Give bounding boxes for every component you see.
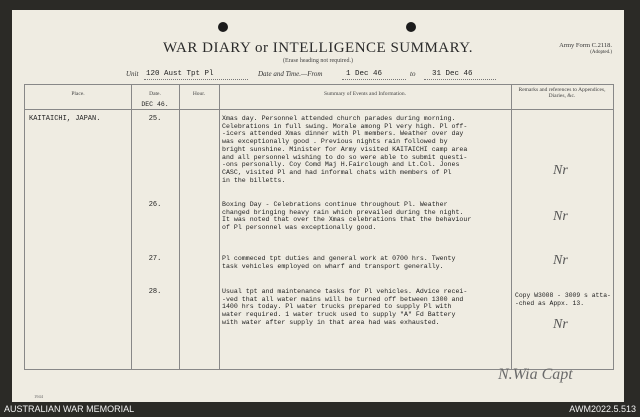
form-title: WAR DIARY or INTELLIGENCE SUMMARY. bbox=[163, 40, 473, 56]
entry-day: 26. bbox=[148, 201, 162, 209]
col-date: Date. bbox=[149, 91, 161, 97]
army-form-ref bbox=[559, 42, 612, 56]
entry-text: Xmas day. Personnel attended church parades during morning. Celebrations in full swing. Morale among Pl very high. Pl off- -icers attended Xmas dinner with Pl members. Weather over day was exceptionally good . Previous nights rain followed by bright sunshine. Minister for Army visited KAITAICHI camp area and all personnel wishing to do so were able to submit questi- -ons personally. Coy Comd Maj H.Fairclough and Lt.Col. Jones CASC, visited Pl and had informal chats with members of Pl in the billetts. bbox=[222, 115, 468, 184]
entry-initials: Nr bbox=[553, 209, 568, 224]
form-subtitle: (Erase heading not required.) bbox=[283, 58, 353, 64]
entry-remark: Copy W3008 - 3009 s atta- -ched as Appx. 13. bbox=[515, 292, 611, 307]
entry-day: 28. bbox=[148, 288, 162, 296]
col-hour: Hour. bbox=[192, 91, 206, 97]
entry-initials: Nr bbox=[553, 317, 568, 332]
punch-hole bbox=[218, 22, 228, 32]
unit-value: 120 Aust Tpt Pl bbox=[146, 70, 214, 78]
archive-reference: AWM2022.5.513 bbox=[569, 404, 636, 414]
unit-label: Unit bbox=[126, 70, 139, 78]
month-label: DEC 46. bbox=[141, 101, 169, 108]
diary-table bbox=[24, 84, 614, 370]
army-form-number: Army Form C.2118. bbox=[559, 42, 612, 49]
officer-signature: N.Wia Capt bbox=[498, 366, 573, 383]
archive-name: AUSTRALIAN WAR MEMORIAL bbox=[4, 404, 135, 414]
to-date: 31 Dec 46 bbox=[432, 70, 473, 78]
from-date: 1 Dec 46 bbox=[346, 70, 383, 78]
diary-meta bbox=[12, 70, 624, 84]
army-form-note: (Adopted.) bbox=[590, 50, 612, 55]
entry-text: Boxing Day - Celebrations continue throughout Pl. Weather changed bringing heavy rain which prevailed during the night. It was noted that over the Xmas celebrations that the behaviour of Pl personnel was exceptionally good. bbox=[222, 201, 472, 232]
entry-initials: Nr bbox=[553, 253, 568, 268]
archive-footer bbox=[4, 404, 636, 416]
entry-text: Pl commeced tpt duties and general work at 0700 hrs. Twenty task vehicles employed on wharf and transport generally. bbox=[222, 255, 456, 270]
entry-day: 25. bbox=[148, 115, 162, 123]
col-remarks: Remarks and references to Appendices, Diaries, &c. bbox=[518, 87, 606, 99]
col-place: Place. bbox=[71, 91, 85, 97]
place-cell: KAITAICHI, JAPAN. bbox=[29, 115, 101, 123]
col-summary: Summary of Events and Information. bbox=[323, 91, 407, 97]
entry-day: 27. bbox=[148, 255, 162, 263]
entry-initials: Nr bbox=[553, 163, 568, 178]
to-label: to bbox=[410, 70, 416, 78]
datetime-label: Date and Time.—From bbox=[258, 70, 323, 78]
entry-text: Usual tpt and maintenance tasks for Pl vehicles. Advice recei- -ved that all water mains will be turned off between 1300 and 1400 hrs today. Pl water trucks prepared to supply Pl with water required. 1 water truck used to supply "A" Fd Battery with water after supply in that area had was exhausted. bbox=[222, 288, 468, 326]
diary-sheet bbox=[12, 10, 624, 402]
punch-hole bbox=[406, 22, 416, 32]
print-code: 1944 bbox=[34, 394, 43, 399]
